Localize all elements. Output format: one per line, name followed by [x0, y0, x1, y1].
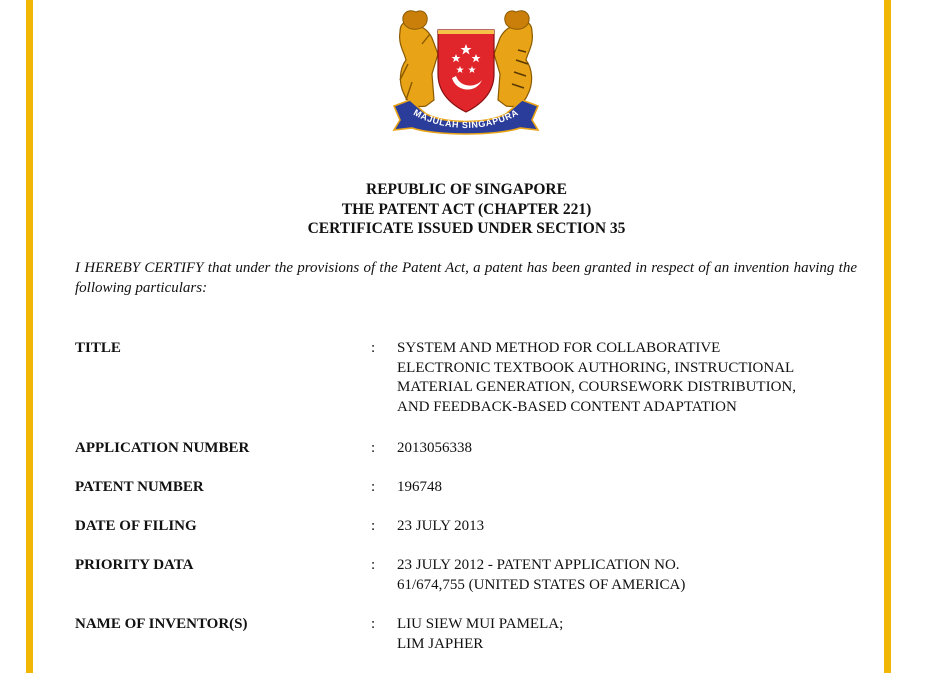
field-label-application-number: APPLICATION NUMBER: [75, 440, 250, 456]
field-label-date-of-filing: DATE OF FILING: [75, 518, 197, 534]
field-label-priority-data: PRIORITY DATA: [75, 557, 194, 573]
title-line: MATERIAL GENERATION, COURSEWORK DISTRIBUTION,: [397, 379, 797, 395]
singapore-coat-of-arms-emblem: [386, 4, 546, 136]
tiger-supporter-right-icon: [494, 11, 532, 107]
certificate-heading: [0, 180, 933, 239]
heading-line-republic: REPUBLIC OF SINGAPORE: [366, 181, 567, 198]
motto-text: MAJULAH SINGAPURA: [411, 107, 521, 131]
field-value-application-number: 2013056338: [397, 440, 472, 456]
field-value-inventors: [397, 615, 867, 654]
inventor-name: LIU SIEW MUI PAMELA;: [397, 616, 564, 632]
inventor-name: LIM JAPHER: [397, 635, 484, 652]
title-line: SYSTEM AND METHOD FOR COLLABORATIVE: [397, 340, 721, 356]
certification-statement: [75, 258, 857, 298]
page-border-right: [884, 0, 891, 673]
field-colon: :: [371, 440, 376, 456]
lion-supporter-left-icon: [400, 11, 438, 107]
field-value-date-of-filing: 23 JULY 2013: [397, 518, 485, 534]
field-label-title: TITLE: [75, 340, 121, 356]
heading-line-patent-act: THE PATENT ACT (CHAPTER 221): [341, 200, 592, 218]
field-colon: :: [371, 518, 376, 534]
certify-lead: I HEREBY CERTIFY: [75, 260, 204, 276]
priority-line: 61/674,755 (UNITED STATES OF AMERICA): [397, 576, 686, 593]
field-colon: :: [371, 616, 376, 632]
field-value-title: [397, 339, 867, 417]
field-label-patent-number: PATENT NUMBER: [75, 479, 204, 495]
field-value-patent-number: 196748: [397, 479, 442, 495]
field-colon: :: [371, 557, 376, 573]
field-label-inventors: NAME OF INVENTOR(S): [75, 616, 248, 632]
title-line: ELECTRONIC TEXTBOOK AUTHORING, INSTRUCTIONAL: [397, 359, 795, 376]
shield-icon: [438, 30, 494, 112]
certify-text: that under the provisions of the Patent Act, a patent has been granted in respect of an invention having the following particulars:: [75, 260, 857, 296]
page-border-left: [26, 0, 33, 673]
heading-line-certificate: CERTIFICATE ISSUED UNDER SECTION 35: [307, 220, 626, 237]
field-value-priority-data: [397, 556, 867, 595]
field-colon: :: [371, 340, 376, 356]
field-colon: :: [371, 479, 376, 495]
priority-line: 23 JULY 2012 - PATENT APPLICATION NO.: [397, 557, 680, 573]
title-line: AND FEEDBACK-BASED CONTENT ADAPTATION: [397, 398, 737, 415]
